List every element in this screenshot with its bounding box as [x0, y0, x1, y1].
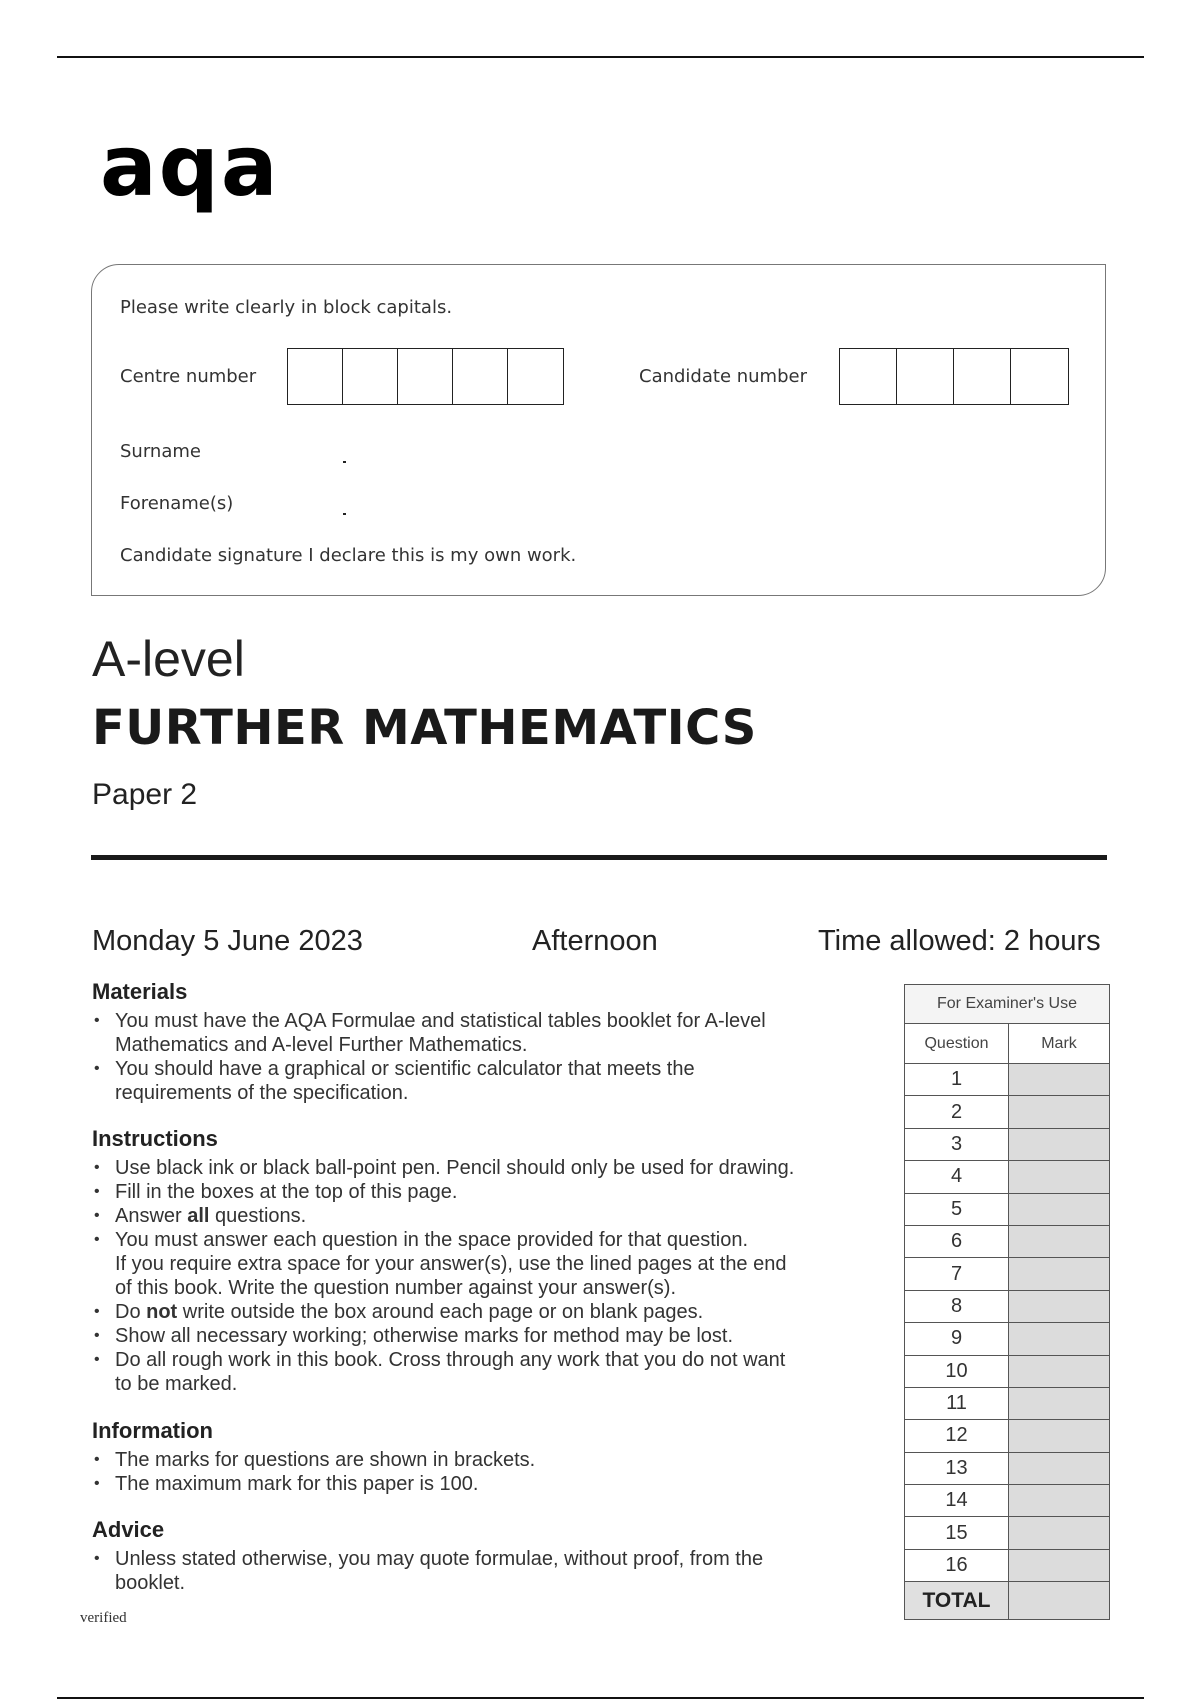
bottom-rule: [57, 1697, 1144, 1699]
question-number-cell: 16: [905, 1549, 1009, 1581]
question-number-cell: 13: [905, 1452, 1009, 1484]
materials-section: [92, 979, 882, 1105]
mark-cell[interactable]: [1009, 1193, 1110, 1225]
list-item: • You must answer each question in the space provided for that question. If you require extra space for your answer(s), use the lined pages at the end of this book. Write the question number against your answer(s).: [92, 1228, 892, 1300]
centre-digit-box[interactable]: [453, 349, 508, 404]
mark-cell[interactable]: [1009, 1452, 1110, 1484]
question-number-cell: 14: [905, 1485, 1009, 1517]
advice-section: [92, 1517, 882, 1595]
candidate-digit-box[interactable]: [1011, 349, 1068, 404]
list-item: • You should have a graphical or scientific calculator that meets the requirements of the specification.: [92, 1057, 882, 1105]
question-column-header: Question: [905, 1024, 1009, 1064]
examiner-use-table: [904, 984, 1110, 1620]
list-item: • Use black ink or black ball-point pen. Pencil should only be used for drawing.: [92, 1156, 892, 1180]
list-item: • Do not write outside the box around each page or on blank pages.: [92, 1300, 892, 1324]
question-number-cell: 11: [905, 1387, 1009, 1419]
candidate-signature-label: Candidate signature I declare this is my own work.: [120, 545, 577, 566]
centre-number-label: Centre number: [120, 366, 257, 387]
mark-cell[interactable]: [1009, 1387, 1110, 1419]
question-number-cell: 3: [905, 1128, 1009, 1160]
table-row: [905, 1355, 1110, 1387]
qualification-level: A-level: [92, 631, 245, 687]
surname-label: Surname: [120, 441, 201, 462]
list-item: • Show all necessary working; otherwise marks for method may be lost.: [92, 1324, 892, 1348]
surname-field[interactable]: [343, 461, 346, 463]
question-number-cell: 8: [905, 1290, 1009, 1322]
table-row: [905, 1452, 1110, 1484]
mark-cell[interactable]: [1009, 1128, 1110, 1160]
centre-digit-box[interactable]: [343, 349, 398, 404]
aqa-logo: aqa: [100, 117, 280, 215]
question-number-cell: 5: [905, 1193, 1009, 1225]
forename-label: Forename(s): [120, 493, 234, 514]
centre-digit-box[interactable]: [398, 349, 453, 404]
centre-digit-box[interactable]: [288, 349, 343, 404]
mark-column-header: Mark: [1009, 1024, 1110, 1064]
table-row: [905, 1485, 1110, 1517]
title-divider: [91, 855, 1107, 860]
table-row: [905, 1323, 1110, 1355]
table-row: [905, 1161, 1110, 1193]
mark-cell[interactable]: [1009, 1161, 1110, 1193]
advice-heading: Advice: [92, 1517, 165, 1542]
candidate-number-label: Candidate number: [639, 366, 807, 387]
mark-cell[interactable]: [1009, 1355, 1110, 1387]
mark-cell[interactable]: [1009, 1485, 1110, 1517]
list-item: • Answer all questions.: [92, 1204, 892, 1228]
information-section: [92, 1418, 882, 1496]
question-number-cell: 12: [905, 1420, 1009, 1452]
list-item: • The maximum mark for this paper is 100.: [92, 1472, 882, 1496]
question-number-cell: 2: [905, 1096, 1009, 1128]
mark-cell[interactable]: [1009, 1290, 1110, 1322]
question-number-cell: 15: [905, 1517, 1009, 1549]
table-row: [905, 1420, 1110, 1452]
mark-cell[interactable]: [1009, 1517, 1110, 1549]
question-number-cell: 10: [905, 1355, 1009, 1387]
question-number-cell: 6: [905, 1225, 1009, 1257]
question-number-cell: 7: [905, 1258, 1009, 1290]
centre-number-boxes[interactable]: [287, 348, 564, 405]
mark-cell[interactable]: [1009, 1064, 1110, 1096]
examiner-table-title: For Examiner's Use: [905, 985, 1110, 1024]
exam-date: Monday 5 June 2023: [92, 925, 363, 957]
table-row: [905, 1387, 1110, 1419]
mark-cell[interactable]: [1009, 1323, 1110, 1355]
question-number-cell: 4: [905, 1161, 1009, 1193]
mark-cell[interactable]: [1009, 1420, 1110, 1452]
block-capitals-instruction: Please write clearly in block capitals.: [120, 297, 453, 318]
centre-digit-box[interactable]: [508, 349, 563, 404]
list-item: • Unless stated otherwise, you may quote formulae, without proof, from the booklet.: [92, 1547, 882, 1595]
paper-number: Paper 2: [92, 778, 198, 811]
list-item: • You must have the AQA Formulae and statistical tables booklet for A-level Mathematics and A-level Further Mathematics.: [92, 1009, 882, 1057]
total-mark-cell[interactable]: [1009, 1582, 1110, 1620]
candidate-digit-box[interactable]: [954, 349, 1011, 404]
table-row: [905, 1096, 1110, 1128]
table-row: [905, 1193, 1110, 1225]
candidate-number-boxes[interactable]: [839, 348, 1069, 405]
subject-title: FURTHER MATHEMATICS: [92, 700, 757, 756]
question-number-cell: 1: [905, 1064, 1009, 1096]
table-row: [905, 1064, 1110, 1096]
time-allowed: Time allowed: 2 hours: [818, 925, 1101, 957]
question-number-cell: 9: [905, 1323, 1009, 1355]
table-row: [905, 1225, 1110, 1257]
total-label: TOTAL: [905, 1582, 1009, 1620]
table-row: [905, 1549, 1110, 1581]
table-row: [905, 1290, 1110, 1322]
instructions-section: [92, 1126, 892, 1396]
top-rule: [57, 56, 1144, 58]
list-item: • Do all rough work in this book. Cross through any work that you do not want to be marked.: [92, 1348, 892, 1396]
mark-cell[interactable]: [1009, 1549, 1110, 1581]
instructions-heading: Instructions: [92, 1126, 218, 1151]
exam-session: Afternoon: [532, 925, 658, 957]
list-item: • Fill in the boxes at the top of this page.: [92, 1180, 892, 1204]
table-row: [905, 1517, 1110, 1549]
table-row: [905, 1258, 1110, 1290]
materials-heading: Materials: [92, 979, 188, 1004]
forename-field[interactable]: [343, 513, 346, 515]
candidate-digit-box[interactable]: [897, 349, 954, 404]
mark-cell[interactable]: [1009, 1096, 1110, 1128]
mark-cell[interactable]: [1009, 1225, 1110, 1257]
table-row: [905, 1128, 1110, 1160]
mark-cell[interactable]: [1009, 1258, 1110, 1290]
list-item: • The marks for questions are shown in brackets.: [92, 1448, 882, 1472]
verified-mark: verified: [80, 1610, 127, 1626]
information-heading: Information: [92, 1418, 213, 1443]
candidate-digit-box[interactable]: [840, 349, 897, 404]
